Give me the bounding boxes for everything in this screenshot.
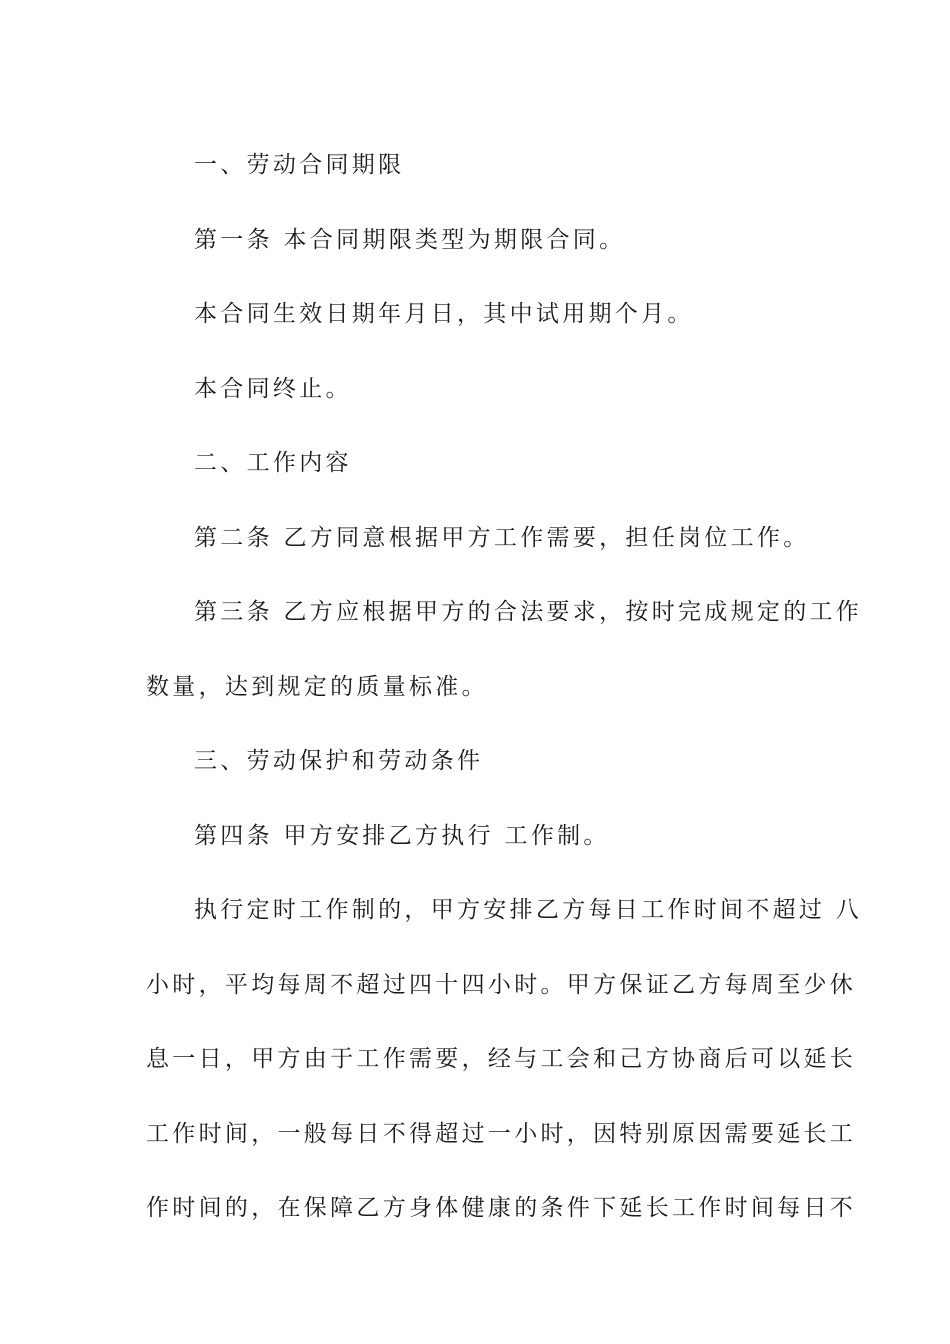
working-hours-line-1: 执行定时工作制的，甲方安排乙方每日工作时间不超过 八: [194, 897, 863, 923]
section-heading-term: 一、劳动合同期限: [194, 152, 405, 178]
article-1: 第一条 本合同期限类型为期限合同。: [194, 226, 626, 253]
working-hours-line-2: 小时，平均每周不超过四十四小时。甲方保证乙方每周至少休: [146, 971, 857, 998]
article-3-line-2: 数量，达到规定的质量标准。: [146, 673, 488, 700]
contract-text: [146, 128, 863, 1246]
working-hours-line-4: 工作时间，一般每日不得超过一小时，因特别原因需要延长工: [146, 1120, 857, 1147]
working-hours-line-5: 作时间的，在保障乙方身体健康的条件下延长工作时间每日不: [146, 1195, 857, 1221]
section-heading-work-content: 二、工作内容: [194, 450, 352, 476]
article-4: 第四条 甲方安排乙方执行 工作制。: [194, 822, 610, 849]
article-2: 第二条 乙方同意根据甲方工作需要，担任岗位工作。: [194, 524, 810, 551]
paragraph-termination: 本合同终止。: [194, 375, 352, 402]
article-3-line-1: 第三条 乙方应根据甲方的合法要求，按时完成规定的工作: [194, 599, 863, 625]
working-hours-line-3: 息一日，甲方由于工作需要，经与工会和己方协商后可以延长: [146, 1046, 857, 1072]
section-heading-labor-protection: 三、劳动保护和劳动条件: [194, 748, 484, 774]
paragraph-effective-date: 本合同生效日期年月日，其中试用期个月。: [194, 301, 694, 327]
